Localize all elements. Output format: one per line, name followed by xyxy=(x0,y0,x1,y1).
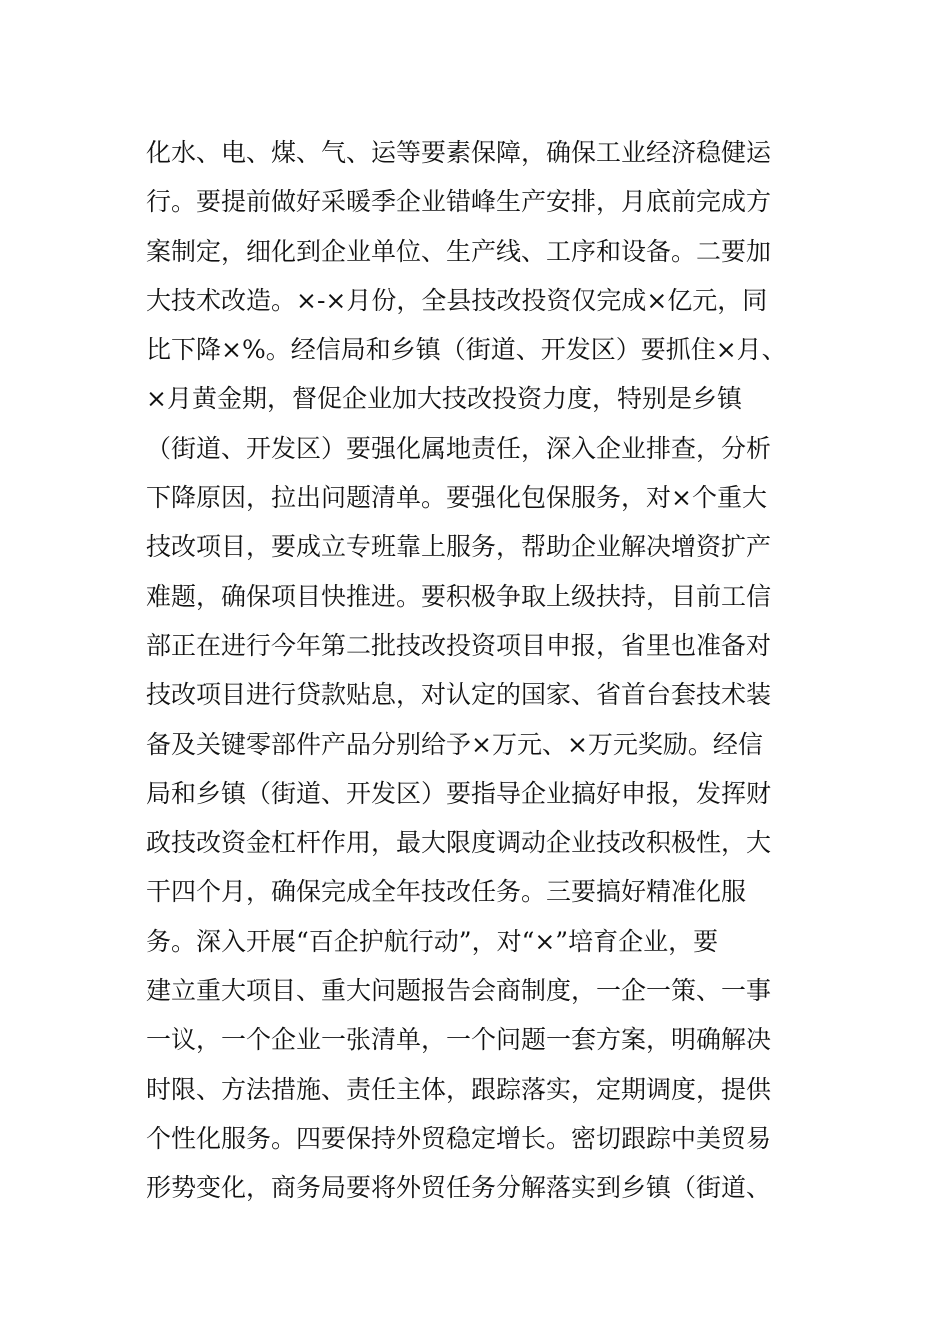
text-line-13: 备及关键零部件产品分别给予×万元、×万元奖励。经信 xyxy=(146,729,763,759)
text-line-9: 技改项目，要成立专班靠上服务，帮助企业解决增资扩产 xyxy=(146,532,772,562)
text-line-5: 比下降×%。经信局和乡镇（街道、开发区）要抓住×月、 xyxy=(146,335,787,365)
text-line-1: 化水、电、煤、气、运等要素保障，确保工业经济稳健运 xyxy=(146,138,772,167)
text-line-14: 局和乡镇（街道、开发区）要指导企业搞好申报，发挥财 xyxy=(146,778,772,808)
text-line-3: 案制定，细化到企业单位、生产线、工序和设备。二要加 xyxy=(146,236,772,266)
text-line-4: 大技术改造。×-×月份，全县技改投资仅完成×亿元，同 xyxy=(146,285,768,315)
text-line-18: 建立重大项目、重大问题报告会商制度，一企一策、一事 xyxy=(146,976,772,1006)
text-line-16: 干四个月，确保完成全年技改任务。三要搞好精准化服 xyxy=(146,877,747,907)
text-line-17: 务。深入开展“百企护航行动”，对“×”培育企业，要 xyxy=(146,926,719,956)
text-line-20: 时限、方法措施、责任主体，跟踪落实，定期调度，提供 xyxy=(146,1074,772,1104)
text-line-21: 个性化服务。四要保持外贸稳定增长。密切跟踪中美贸易 xyxy=(146,1123,772,1153)
text-line-19: 一议，一个企业一张清单，一个问题一套方案，明确解决 xyxy=(146,1025,772,1055)
text-line-7: （街道、开发区）要强化属地责任，深入企业排查，分析 xyxy=(146,433,772,463)
text-line-8: 下降原因，拉出问题清单。要强化包保服务，对×个重大 xyxy=(146,483,767,513)
body-text xyxy=(146,128,806,1213)
text-line-10: 难题，确保项目快推进。要积极争取上级扶持，目前工信 xyxy=(146,581,772,611)
text-line-12: 技改项目进行贷款贴息，对认定的国家、省首台套技术装 xyxy=(146,680,772,710)
text-line-22: 形势变化，商务局要将外贸任务分解落实到乡镇（街道、 xyxy=(146,1173,772,1203)
text-line-15: 政技改资金杠杆作用，最大限度调动企业技改积极性，大 xyxy=(146,828,772,858)
text-line-11: 部正在进行今年第二批技改投资项目申报，省里也准备对 xyxy=(146,630,772,660)
text-line-2: 行。要提前做好采暖季企业错峰生产安排，月底前完成方 xyxy=(146,187,772,217)
text-line-6: ×月黄金期，督促企业加大技改投资力度，特别是乡镇 xyxy=(146,384,742,414)
